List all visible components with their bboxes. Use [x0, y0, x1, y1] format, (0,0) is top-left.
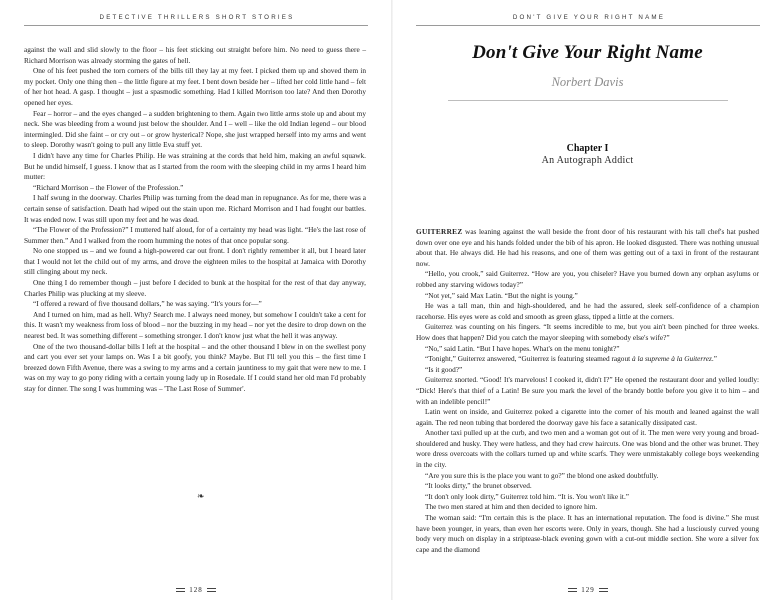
- paragraph: The two men stared at him and then decided to ignore him.: [425, 502, 598, 512]
- chapter-subtitle: An Autograph Addict: [541, 155, 634, 166]
- paragraph: Guiterrez snorted. “Good! It's marvelous! I cooked it, didn't I?” He opened the restaurant door and yelled loudly: “Dick! Here's that thief of a Latin! Be sure you mark the level of the brandy bottle before you give it to him – and with an indelible pencil!”: [416, 375, 759, 406]
- right-page-body: [416, 227, 759, 555]
- folio-ornament-icon: [207, 588, 216, 592]
- paragraph: Latin went on inside, and Guiterrez poked a cigarette into the corner of his mouth and leaned against the wall again. The red neon tubing that bordered the doorway gave his face a satanically dissipated cast.: [416, 407, 759, 427]
- folio-ornament-icon: [568, 588, 577, 592]
- paragraph: “Is it good?”: [425, 364, 463, 374]
- page-number-label: 129: [581, 586, 595, 594]
- page-number-label: 128: [189, 586, 203, 594]
- opening-word: GUITERREZ: [416, 227, 463, 236]
- page-number: [392, 586, 784, 594]
- paragraph-text: .”: [711, 354, 717, 364]
- paragraph: against the wall and slid slowly to the floor – his feet sticking out straight before him. No need to guess there – Richard Morrison was already storming the gates of hell.: [24, 45, 366, 65]
- chapter-heading: Chapter I: [566, 143, 609, 154]
- paragraph: Fear – horror – and the eyes changed – a sudden brightening to them. Again two little arms stole up and about my neck. She was bleeding from a wound just below the shoulder. And I – well – like the old Indian legend – our blood intermingled. Did she faint – or cry out – or grow hysterical? Nope, she just wrapped herself into my arms and went to sleep. Dorothy wasn't going to pull any little Eva stuff yet.: [24, 108, 366, 150]
- paragraph: One thing I do remember though – just before I decided to bunk at the hospital for the rest of that day anyway, Charles Philip was plucking at my sleeve.: [24, 278, 366, 298]
- opening-text: was leaning against the wall beside the front door of his restaurant with his tall chef's hat pushed down over one eye and his hands folded under the bib of his apron. He looked disgusted. There was nothing unusual about that. He always did. He had his reasons, and one of them was getting out of a taxi in front of the restaurant now.: [416, 227, 759, 268]
- running-head: DETECTIVE THRILLERS SHORT STORIES: [99, 14, 295, 21]
- paragraph: I half swung in the doorway. Charles Philip was turning from the dead man in repugnance. As for me, there was a certain sense of satisfaction. Death had wiped out the stain upon me. Richard Morrison and I had fought our battles. It was ended now. I was still upon my feet and he was dead.: [24, 193, 366, 224]
- italic-text: à la supreme à la Guiterrez: [631, 354, 712, 364]
- story-title: Don't Give Your Right Name: [472, 42, 703, 63]
- header-rule: [24, 25, 368, 26]
- paragraph: “It don't only look dirty,” Guiterrez told him. “It is. You won't like it.”: [425, 491, 630, 501]
- running-head: DON'T GIVE YOUR RIGHT NAME: [512, 14, 666, 21]
- paragraph: “The Flower of the Profession?” I muttered half aloud, for of a certainty my head was light. “He's the last rose of Summer then.” And I walked from the room humming the notes of that once popular song.: [24, 225, 366, 245]
- paragraph: [416, 354, 759, 365]
- page-number: [0, 586, 392, 594]
- title-rule: [448, 100, 728, 101]
- header-rule: [416, 25, 760, 26]
- paragraph: The woman said: “I'm certain this is the place. It has an international reputation. The food is divine.” She must have been younger, in years, than even her escorts were. Only in years, though. She had a lusciously curved young body very much on display in a striptease-black evening gown with a cut-out middle section. She wore a silver fox cape and the diamond: [416, 513, 759, 554]
- paragraph: Guiterrez was counting on his fingers. “It seems incredible to me, but you ain't been pinched for three weeks. How does that happen? Did you catch the mayor sleeping with somebody else's wife?”: [416, 322, 759, 342]
- opening-paragraph: [416, 227, 759, 269]
- paragraph: One of the two thousand-dollar bills I left at the hospital – and the other thousand I blew in on the swellest pony and cart you ever set your lamps on. Was I a bit goofy, you think? Maybe. But I'll tell you this – the first time I breezed down Fifth Avenue, there was a swing to my arms and a certain jauntiness to my gait that were new to me. I was on my way to go pony riding with a certain young lady up in Rosedale. If I could stand her old man I'd probably stay for dinner. The song I was humming was – 'The Last Rose of Summer'.: [24, 341, 366, 393]
- paragraph: “No,” said Latin. “But I have hopes. What's on the menu tonight?”: [425, 343, 620, 353]
- paragraph: “Richard Morrison – the Flower of the Profession.”: [33, 182, 184, 192]
- folio-ornament-icon: [176, 588, 185, 592]
- paragraph: “Are you sure this is the place you want to go?” the blond one asked doubtfully.: [425, 470, 659, 480]
- left-page-body: [24, 45, 366, 395]
- paragraph: “Hello, you crook,” said Guiterrez. “How are you, you chiseler? Have you burned down any orphan asylums or robbed any starving widows today?”: [416, 269, 759, 289]
- folio-ornament-icon: [599, 588, 608, 592]
- paragraph: No one stopped us – and we found a high-powered car out front. I don't rightly remember it all, but I heard later that I would not let the child out of my arms, and drove the eighteen miles to the hospital at Jamaica with Dorothy still clinging about my neck.: [24, 246, 366, 277]
- right-page: [392, 0, 784, 600]
- story-author: Norbert Davis: [551, 75, 624, 89]
- paragraph: One of his feet pushed the torn corners of the bills till they lay at my feet. I picked them up and shoved them in my pocket. Only one thing then – the little figure at my feet. I bent down beside her – lifted her cold little hand – felt of her hot head. A gasp. I thought – just a spasmodic something. Had I killed Morrison too late? And then Dorothy opened her eyes.: [24, 66, 366, 107]
- paragraph: “Not yet,” said Max Latin. “But the night is young.”: [425, 290, 578, 300]
- paragraph: He was a tall man, thin and high-shouldered, and he had the assured, sleek self-confidence of a champion racehorse. His eyes were as cold and smooth as green glass, tipped a little at the corners.: [416, 301, 759, 321]
- paragraph: And I turned on him, mad as hell. Why? Search me. I always need money, but somehow I couldn't take a cent for this. It wasn't my weakness from loss of blood – nor the buzzing in my head – nor yet the desire to drop down on the nearest bed. It was something different – something stronger. I don't know just what the hell it was anyway.: [24, 309, 366, 341]
- paragraph-text: “Tonight,” Guiterrez answered, “Guiterrez is featuring steamed ragout: [425, 354, 632, 364]
- paragraph: I didn't have any time for Charles Philip. He was straining at the cords that held him, making an awful squawk. But he undid himself, I guess. I know that as I started from the room with the sleeping child in my arms I heard him mutter:: [24, 150, 366, 182]
- section-end-ornament-icon: ❧: [197, 491, 205, 501]
- paragraph: Another taxi pulled up at the curb, and two men and a woman got out of it. The men were very young and broad-shouldered and husky. They were hatless, and they had crew haircuts. One was blond and the other was brunet. They wore dress overcoats with the collars turned up and white scarfs. They were unmistakably college boys weekending in the city.: [416, 428, 759, 470]
- paragraph: “I offered a reward of five thousand dollars,” he was saying. “It's yours for—”: [33, 299, 262, 309]
- paragraph: “It looks dirty,” the brunet observed.: [425, 481, 532, 491]
